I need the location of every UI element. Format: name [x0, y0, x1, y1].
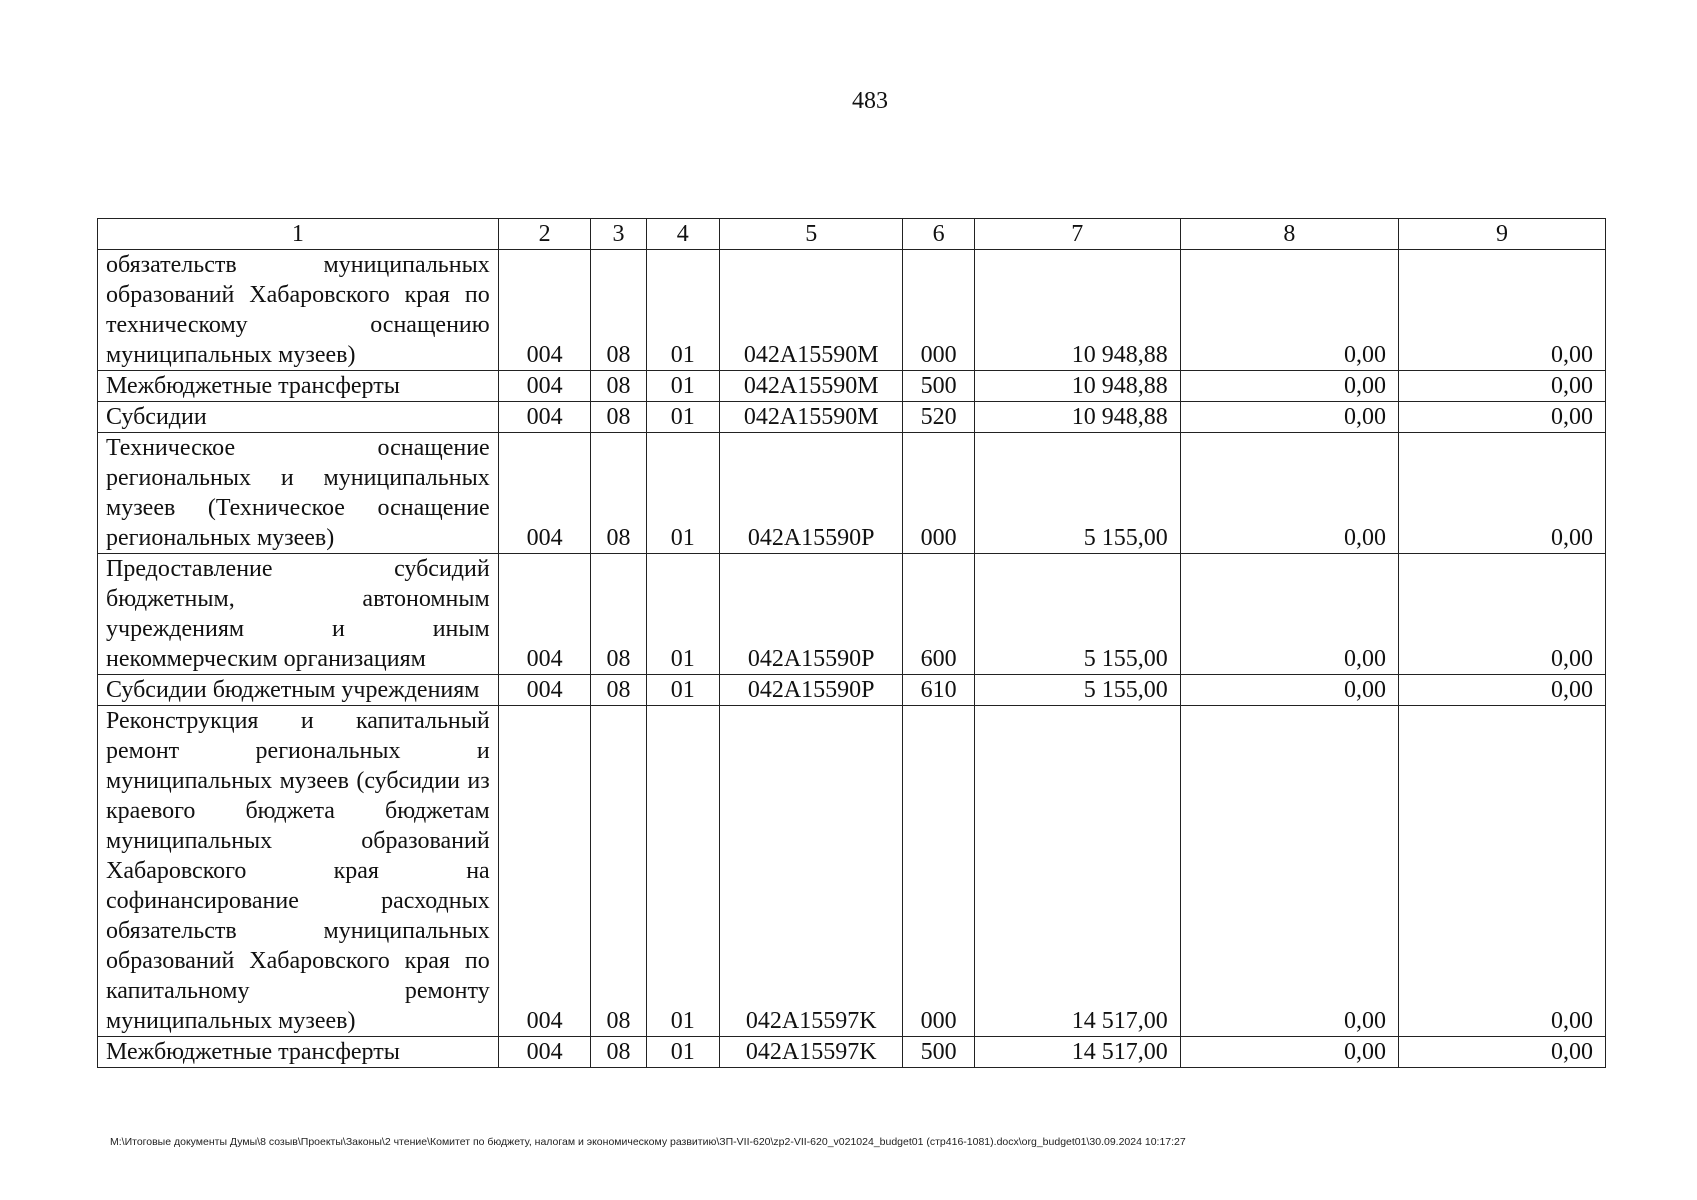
column-header-4: 4 [646, 219, 719, 250]
file-path-footer: M:\Итоговые документы Думы\8 созыв\Проекты\Законы\2 чтение\Комитет по бюджету, налогам и экономическому развитию\ЗП-VII-620\zp2-VII-620_v021024_budget01 (стр416-1081).docx\org_budget01\30.09.2024 10:17:27 [110, 1136, 1186, 1148]
row-name: Техническое оснащение региональных и муниципальных музеев (Техническое оснащение региональных музеев) [98, 433, 499, 554]
expense-type-code: 520 [903, 402, 974, 433]
ministry-code: 004 [498, 371, 591, 402]
section-code: 08 [591, 250, 646, 371]
amount-col9: 0,00 [1398, 433, 1605, 554]
amount-col7: 10 948,88 [974, 371, 1180, 402]
section-code: 08 [591, 675, 646, 706]
ministry-code: 004 [498, 675, 591, 706]
amount-col9: 0,00 [1398, 250, 1605, 371]
target-article-code: 042A15590M [719, 371, 903, 402]
subsection-code: 01 [646, 1037, 719, 1068]
amount-col8: 0,00 [1180, 554, 1398, 675]
subsection-code: 01 [646, 250, 719, 371]
amount-col8: 0,00 [1180, 1037, 1398, 1068]
amount-col7: 5 155,00 [974, 433, 1180, 554]
column-header-3: 3 [591, 219, 646, 250]
amount-col9: 0,00 [1398, 371, 1605, 402]
table-row [98, 433, 1606, 554]
ministry-code: 004 [498, 1037, 591, 1068]
amount-col9: 0,00 [1398, 706, 1605, 1037]
table-row [98, 250, 1606, 371]
subsection-code: 01 [646, 371, 719, 402]
table-row [98, 402, 1606, 433]
section-code: 08 [591, 371, 646, 402]
ministry-code: 004 [498, 554, 591, 675]
column-number-header-row [98, 219, 1606, 250]
expense-type-code: 500 [903, 371, 974, 402]
amount-col9: 0,00 [1398, 402, 1605, 433]
column-header-6: 6 [903, 219, 974, 250]
budget-table [97, 218, 1606, 1068]
amount-col8: 0,00 [1180, 433, 1398, 554]
amount-col8: 0,00 [1180, 402, 1398, 433]
row-name: обязательств муниципальных образований Хабаровского края по техническому оснащению муниципальных музеев) [98, 250, 499, 371]
amount-col7: 10 948,88 [974, 250, 1180, 371]
amount-col7: 10 948,88 [974, 402, 1180, 433]
row-name: Субсидии бюджетным учреждениям [98, 675, 499, 706]
section-code: 08 [591, 433, 646, 554]
target-article-code: 042A15590M [719, 402, 903, 433]
target-article-code: 042A15590P [719, 433, 903, 554]
table-row [98, 675, 1606, 706]
column-header-9: 9 [1398, 219, 1605, 250]
subsection-code: 01 [646, 554, 719, 675]
ministry-code: 004 [498, 402, 591, 433]
subsection-code: 01 [646, 433, 719, 554]
ministry-code: 004 [498, 250, 591, 371]
table-row [98, 554, 1606, 675]
ministry-code: 004 [498, 433, 591, 554]
subsection-code: 01 [646, 706, 719, 1037]
row-name: Предоставление субсидий бюджетным, автономным учреждениям и иным некоммерческим организациям [98, 554, 499, 675]
subsection-code: 01 [646, 675, 719, 706]
column-header-5: 5 [719, 219, 903, 250]
ministry-code: 004 [498, 706, 591, 1037]
section-code: 08 [591, 706, 646, 1037]
row-name: Реконструкция и капитальный ремонт региональных и муниципальных музеев (субсидии из краевого бюджета бюджетам муниципальных образований Хабаровского края на софинансирование расходных обязательств муниципальных образований Хабаровского края по капитальному ремонту муниципальных музеев) [98, 706, 499, 1037]
column-header-2: 2 [498, 219, 591, 250]
amount-col9: 0,00 [1398, 554, 1605, 675]
table-row [98, 371, 1606, 402]
expense-type-code: 000 [903, 250, 974, 371]
row-name: Межбюджетные трансферты [98, 371, 499, 402]
amount-col7: 14 517,00 [974, 1037, 1180, 1068]
amount-col8: 0,00 [1180, 706, 1398, 1037]
expense-type-code: 000 [903, 433, 974, 554]
table-row [98, 706, 1606, 1037]
target-article-code: 042A15597K [719, 706, 903, 1037]
amount-col8: 0,00 [1180, 250, 1398, 371]
expense-type-code: 600 [903, 554, 974, 675]
target-article-code: 042A15597K [719, 1037, 903, 1068]
row-name: Межбюджетные трансферты [98, 1037, 499, 1068]
page-number: 483 [852, 88, 888, 114]
amount-col7: 5 155,00 [974, 554, 1180, 675]
row-name: Субсидии [98, 402, 499, 433]
section-code: 08 [591, 1037, 646, 1068]
table-row [98, 1037, 1606, 1068]
column-header-1: 1 [98, 219, 499, 250]
target-article-code: 042A15590P [719, 675, 903, 706]
target-article-code: 042A15590P [719, 554, 903, 675]
amount-col7: 14 517,00 [974, 706, 1180, 1037]
section-code: 08 [591, 402, 646, 433]
amount-col9: 0,00 [1398, 1037, 1605, 1068]
column-header-8: 8 [1180, 219, 1398, 250]
subsection-code: 01 [646, 402, 719, 433]
expense-type-code: 500 [903, 1037, 974, 1068]
amount-col7: 5 155,00 [974, 675, 1180, 706]
target-article-code: 042A15590M [719, 250, 903, 371]
expense-type-code: 610 [903, 675, 974, 706]
column-header-7: 7 [974, 219, 1180, 250]
amount-col8: 0,00 [1180, 371, 1398, 402]
amount-col9: 0,00 [1398, 675, 1605, 706]
expense-type-code: 000 [903, 706, 974, 1037]
section-code: 08 [591, 554, 646, 675]
amount-col8: 0,00 [1180, 675, 1398, 706]
